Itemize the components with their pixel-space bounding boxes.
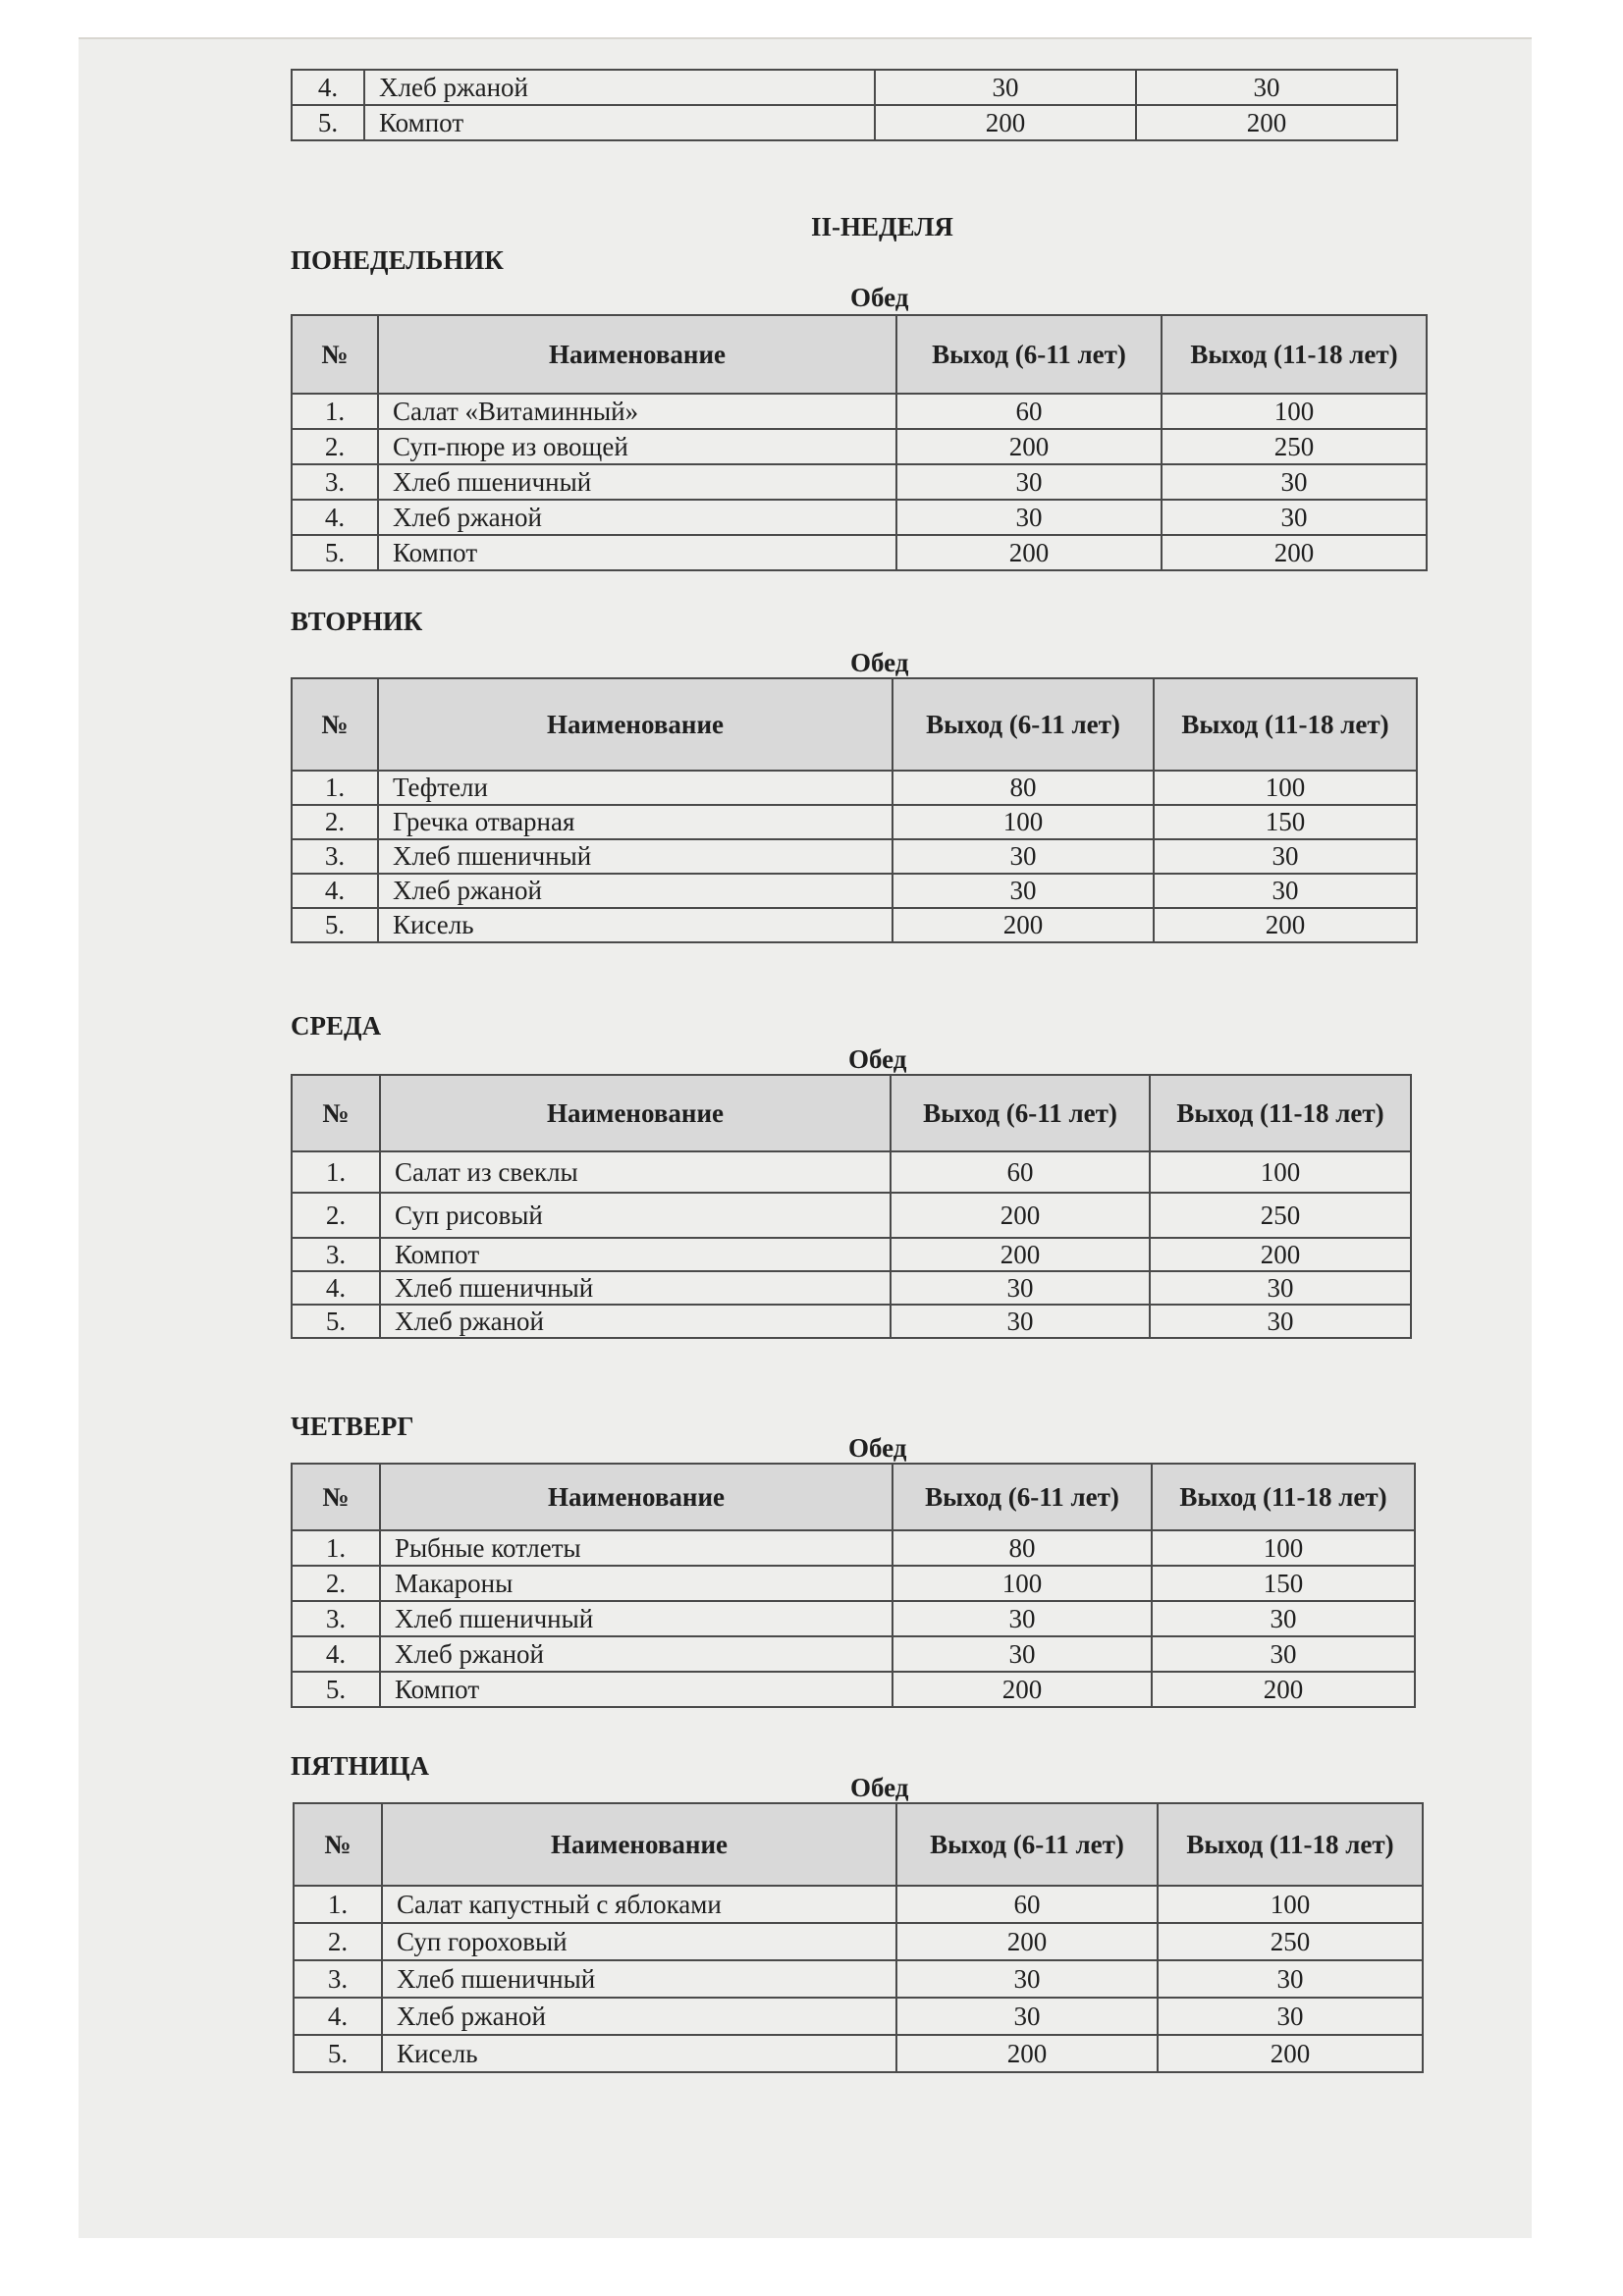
header-number: № [292,1075,380,1151]
dish-name: Хлеб ржаной [380,1305,891,1338]
dish-name: Суп гороховый [382,1923,896,1960]
header-yield-6-11: Выход (6-11 лет) [891,1075,1150,1151]
row-number: 3. [294,1960,382,1998]
yield-6-11: 30 [893,874,1154,908]
yield-11-18: 150 [1154,805,1417,839]
row-number: 5. [292,105,364,140]
table-row [294,1960,1423,1998]
week1-friday-continuation-table [291,69,1398,141]
header-yield-6-11: Выход (6-11 лет) [896,1803,1158,1886]
header-name: Наименование [380,1464,893,1530]
header-yield-11-18: Выход (11-18 лет) [1154,678,1417,771]
dish-name: Салат «Витаминный» [378,394,896,429]
header-number: № [292,1464,380,1530]
header-yield-6-11: Выход (6-11 лет) [893,678,1154,771]
yield-11-18: 250 [1162,429,1427,464]
dish-name: Хлеб пшеничный [382,1960,896,1998]
row-number: 4. [292,500,378,535]
yield-11-18: 200 [1158,2035,1423,2072]
header-number: № [292,315,378,394]
dish-name: Хлеб пшеничный [380,1601,893,1636]
dish-name: Кисель [378,908,893,942]
dish-name: Салат из свеклы [380,1151,891,1193]
row-number: 3. [292,1601,380,1636]
dish-name: Тефтели [378,771,893,805]
table-header-row [292,315,1427,394]
menu-table-thursday [291,1463,1416,1708]
table-row [292,874,1417,908]
table-row [292,1636,1415,1672]
day-title-thursday: ЧЕТВЕРГ [291,1412,414,1441]
row-number: 2. [292,1566,380,1601]
table-row [294,1923,1423,1960]
table-row [292,70,1397,105]
table-header-row [292,678,1417,771]
week-title: II-НЕДЕЛЯ [811,212,953,241]
table-row [292,535,1427,570]
row-number: 5. [292,1305,380,1338]
yield-11-18: 100 [1162,394,1427,429]
header-number: № [292,678,378,771]
yield-6-11: 200 [896,2035,1158,2072]
meal-label-friday: Обед [850,1773,909,1802]
row-number: 5. [292,535,378,570]
table-row [292,1151,1411,1193]
meal-label-monday: Обед [850,283,909,312]
row-number: 4. [292,70,364,105]
yield-11-18: 30 [1150,1271,1411,1305]
row-number: 2. [294,1923,382,1960]
table-row [294,2035,1423,2072]
header-yield-11-18: Выход (11-18 лет) [1150,1075,1411,1151]
dish-name: Компот [380,1238,891,1271]
yield-11-18: 200 [1152,1672,1415,1707]
yield-11-18: 30 [1150,1305,1411,1338]
yield-11-18: 30 [1158,1960,1423,1998]
yield-6-11: 100 [893,805,1154,839]
row-number: 5. [292,908,378,942]
dish-name: Хлеб пшеничный [378,839,893,874]
yield-6-11: 200 [896,429,1162,464]
yield-11-18: 200 [1154,908,1417,942]
yield-6-11: 200 [893,908,1154,942]
row-number: 3. [292,1238,380,1271]
header-yield-6-11: Выход (6-11 лет) [893,1464,1152,1530]
yield-6-11: 200 [875,105,1136,140]
table-row [292,1566,1415,1601]
yield-11-18: 100 [1158,1886,1423,1923]
dish-name: Гречка отварная [378,805,893,839]
yield-11-18: 30 [1162,500,1427,535]
dish-name: Макароны [380,1566,893,1601]
yield-6-11: 200 [893,1672,1152,1707]
yield-11-18: 30 [1152,1636,1415,1672]
yield-11-18: 150 [1152,1566,1415,1601]
day-title-monday: ПОНЕДЕЛЬНИК [291,245,504,275]
dish-name: Хлеб ржаной [382,1998,896,2035]
dish-name: Суп-пюре из овощей [378,429,896,464]
row-number: 4. [294,1998,382,2035]
yield-11-18: 100 [1152,1530,1415,1566]
row-number: 3. [292,464,378,500]
row-number: 2. [292,429,378,464]
row-number: 4. [292,1271,380,1305]
dish-name: Рыбные котлеты [380,1530,893,1566]
yield-6-11: 60 [896,1886,1158,1923]
row-number: 1. [292,1530,380,1566]
table-row [292,105,1397,140]
row-number: 2. [292,1193,380,1238]
table-row [292,805,1417,839]
yield-6-11: 30 [896,1998,1158,2035]
yield-6-11: 30 [891,1271,1150,1305]
dish-name: Хлеб ржаной [380,1636,893,1672]
table-row [292,1601,1415,1636]
yield-6-11: 60 [891,1151,1150,1193]
day-title-friday: ПЯТНИЦА [291,1751,430,1781]
row-number: 1. [292,1151,380,1193]
table-row [292,1193,1411,1238]
yield-11-18: 30 [1154,874,1417,908]
yield-6-11: 200 [891,1193,1150,1238]
dish-name: Кисель [382,2035,896,2072]
yield-11-18: 200 [1136,105,1397,140]
yield-6-11: 30 [893,1601,1152,1636]
header-yield-11-18: Выход (11-18 лет) [1162,315,1427,394]
table-row [292,464,1427,500]
meal-label-wednesday: Обед [848,1044,907,1074]
yield-11-18: 30 [1158,1998,1423,2035]
header-number: № [294,1803,382,1886]
yield-6-11: 30 [896,500,1162,535]
yield-6-11: 30 [896,464,1162,500]
dish-name: Салат капустный с яблоками [382,1886,896,1923]
header-yield-11-18: Выход (11-18 лет) [1158,1803,1423,1886]
dish-name: Хлеб ржаной [378,874,893,908]
table-row [292,429,1427,464]
header-yield-6-11: Выход (6-11 лет) [896,315,1162,394]
yield-11-18: 200 [1150,1238,1411,1271]
header-name: Наименование [378,315,896,394]
table-row [292,1238,1411,1271]
table-header-row [294,1803,1423,1886]
menu-table-monday [291,314,1428,571]
yield-11-18: 100 [1154,771,1417,805]
yield-11-18: 250 [1150,1193,1411,1238]
dish-name: Хлеб пшеничный [378,464,896,500]
row-number: 2. [292,805,378,839]
row-number: 5. [292,1672,380,1707]
header-name: Наименование [378,678,893,771]
yield-6-11: 60 [896,394,1162,429]
yield-11-18: 250 [1158,1923,1423,1960]
table-header-row [292,1464,1415,1530]
table-row [294,1886,1423,1923]
yield-11-18: 30 [1152,1601,1415,1636]
yield-11-18: 200 [1162,535,1427,570]
table-row [292,500,1427,535]
header-yield-11-18: Выход (11-18 лет) [1152,1464,1415,1530]
menu-table-tuesday [291,677,1418,943]
yield-6-11: 30 [893,839,1154,874]
row-number: 5. [294,2035,382,2072]
table-row [292,394,1427,429]
dish-name: Компот [364,105,875,140]
table-row [292,771,1417,805]
yield-6-11: 30 [875,70,1136,105]
table-row [292,1271,1411,1305]
dish-name: Хлеб пшеничный [380,1271,891,1305]
row-number: 1. [292,771,378,805]
yield-6-11: 100 [893,1566,1152,1601]
meal-label-tuesday: Обед [850,648,909,677]
day-title-tuesday: ВТОРНИК [291,607,423,636]
table-row [292,908,1417,942]
yield-6-11: 30 [893,1636,1152,1672]
row-number: 4. [292,874,378,908]
yield-11-18: 30 [1136,70,1397,105]
yield-6-11: 80 [893,1530,1152,1566]
header-name: Наименование [382,1803,896,1886]
yield-6-11: 80 [893,771,1154,805]
meal-label-thursday: Обед [848,1433,907,1463]
table-header-row [292,1075,1411,1151]
dish-name: Хлеб ржаной [378,500,896,535]
dish-name: Хлеб ржаной [364,70,875,105]
table-row [292,1530,1415,1566]
table-row [292,1305,1411,1338]
row-number: 1. [294,1886,382,1923]
row-number: 4. [292,1636,380,1672]
dish-name: Компот [380,1672,893,1707]
menu-table-wednesday [291,1074,1412,1339]
day-title-wednesday: СРЕДА [291,1011,382,1041]
header-name: Наименование [380,1075,891,1151]
table-row [294,1998,1423,2035]
yield-6-11: 30 [896,1960,1158,1998]
yield-6-11: 200 [896,1923,1158,1960]
yield-11-18: 30 [1162,464,1427,500]
yield-11-18: 100 [1150,1151,1411,1193]
row-number: 1. [292,394,378,429]
yield-6-11: 200 [896,535,1162,570]
dish-name: Суп рисовый [380,1193,891,1238]
yield-11-18: 30 [1154,839,1417,874]
table-row [292,1672,1415,1707]
dish-name: Компот [378,535,896,570]
yield-6-11: 200 [891,1238,1150,1271]
yield-6-11: 30 [891,1305,1150,1338]
menu-table-friday [293,1802,1424,2073]
row-number: 3. [292,839,378,874]
table-row [292,839,1417,874]
